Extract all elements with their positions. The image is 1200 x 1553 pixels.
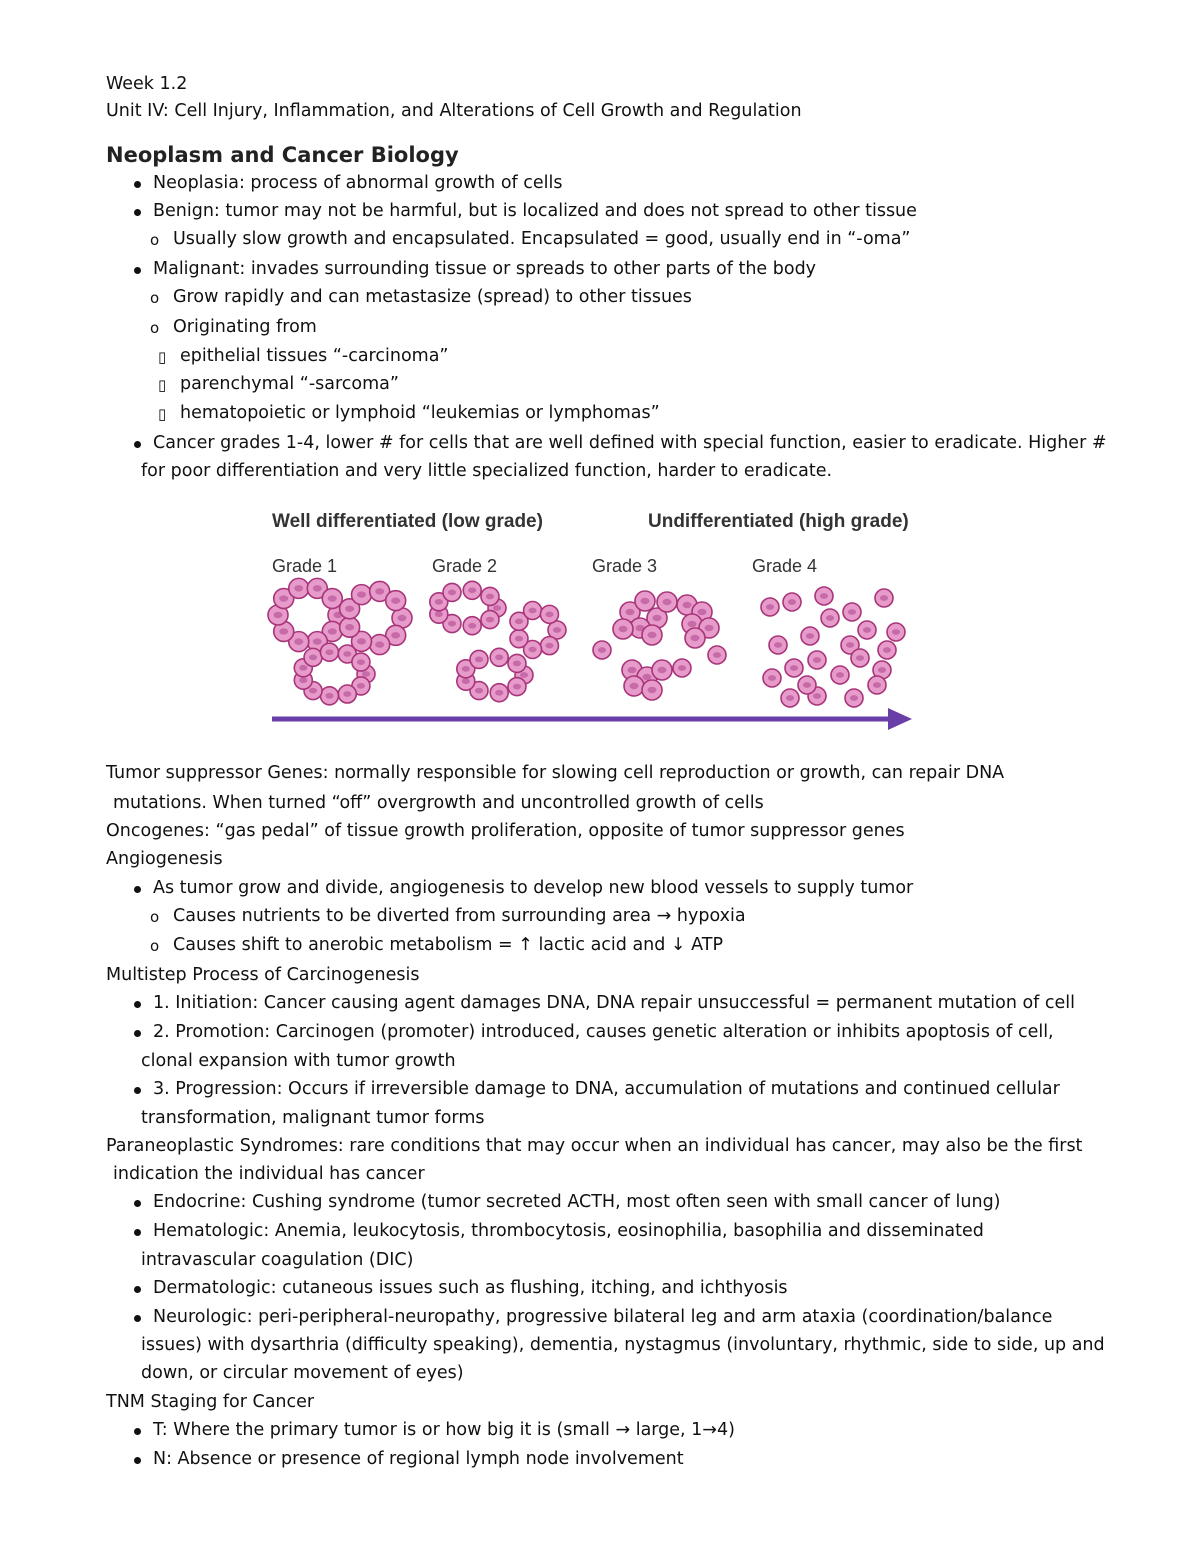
cell-nucleus xyxy=(435,599,443,605)
cell-nucleus xyxy=(836,672,844,678)
cell-nucleus xyxy=(486,617,494,623)
list-item-anaerobic: Causes shift to anerobic metabolism = ↑ lactic acid and ↓ ATP xyxy=(173,935,724,955)
cell-nucleus xyxy=(713,652,721,658)
cell-nucleus xyxy=(863,627,871,633)
list-item-malignant-detail: Grow rapidly and can metastasize (spread) to other tissues xyxy=(173,287,692,307)
cell-nucleus xyxy=(279,628,288,634)
cell-nucleus xyxy=(343,691,351,697)
bullet-icon xyxy=(134,1315,141,1322)
cell-nucleus xyxy=(309,688,317,694)
list-item-neurologic-cont: issues) with dysarthria (difficulty speaking), dementia, nystagmus (involuntary, rhythmic, side to side, up and xyxy=(141,1335,1105,1355)
cell-nucleus xyxy=(641,598,650,604)
progression-arrow-head xyxy=(888,708,912,730)
cell-nucleus xyxy=(826,615,834,621)
list-item-initiation: 1. Initiation: Cancer causing agent damages DNA, DNA repair unsuccessful = permanent mutation of cell xyxy=(153,993,1076,1013)
bullet-icon xyxy=(134,181,141,188)
cell-nucleus xyxy=(375,641,384,647)
list-item-grades-cont: for poor differentiation and very little specialized function, harder to eradicate. xyxy=(141,461,833,481)
cell-nucleus xyxy=(357,591,366,597)
list-item-hypoxia: Causes nutrients to be diverted from surrounding area → hypoxia xyxy=(173,906,746,926)
cell-nucleus xyxy=(786,695,794,701)
cell-nucleus xyxy=(806,633,814,639)
unit-title: Unit IV: Cell Injury, Inflammation, and Alterations of Cell Growth and Regulation xyxy=(106,101,802,121)
cell-nucleus xyxy=(328,595,337,601)
list-item-malignant: Malignant: invades surrounding tissue or spreads to other parts of the body xyxy=(153,259,817,279)
list-item-grades: Cancer grades 1-4, lower # for cells that are well defined with special function, easier to eradicate. Higher # xyxy=(153,433,1107,453)
sub-bullet-icon: o xyxy=(150,231,160,249)
cell-nucleus xyxy=(475,688,483,694)
cell-nucleus xyxy=(598,647,606,653)
cell-nucleus xyxy=(495,690,503,696)
list-item-neurologic-cont-2: down, or circular movement of eyes) xyxy=(141,1363,464,1383)
cell-nucleus xyxy=(878,667,886,673)
cell-nucleus xyxy=(643,674,652,680)
list-item-tnm-t: T: Where the primary tumor is or how big it is (small → large, 1→4) xyxy=(153,1420,735,1440)
cell-nucleus xyxy=(553,627,561,633)
cell-nucleus xyxy=(345,606,354,612)
cell-nucleus xyxy=(274,612,283,618)
list-item-angiogenesis: As tumor grow and divide, angiogenesis to develop new blood vessels to supply tumor xyxy=(153,878,914,898)
cell-nucleus xyxy=(774,642,782,648)
cell-nucleus xyxy=(279,595,288,601)
cell-nucleus xyxy=(528,608,536,614)
list-item-tnm-n: N: Absence or presence of regional lymph node involvement xyxy=(153,1449,684,1469)
cell-nucleus xyxy=(495,654,503,660)
bullet-icon xyxy=(134,1286,141,1293)
sub-bullet-icon: o xyxy=(150,937,160,955)
cell-nucleus xyxy=(678,665,686,671)
sub-bullet-icon: o xyxy=(150,908,160,926)
list-item-benign: Benign: tumor may not be harmful, but is localized and does not spread to other tissue xyxy=(153,201,917,221)
cell-nucleus xyxy=(391,597,400,603)
cell-nucleus xyxy=(391,632,400,638)
cell-nucleus xyxy=(448,590,456,596)
cell-nucleus xyxy=(515,618,523,624)
cell-nucleus xyxy=(345,624,354,630)
paraneoplastic-heading: Paraneoplastic Syndromes: rare conditions that may occur when an individual has cancer, may also be the first xyxy=(106,1136,1083,1156)
cell-nucleus xyxy=(813,693,821,699)
cell-nucleus xyxy=(462,678,470,684)
grade-4-label: Grade 4 xyxy=(752,556,818,576)
cell-nucleus xyxy=(653,615,662,621)
cell-nucleus xyxy=(294,638,303,644)
cell-nucleus xyxy=(892,629,900,635)
tumor-suppressor-text: Tumor suppressor Genes: normally responsible for slowing cell reproduction or growth, can repair DNA xyxy=(106,763,1005,783)
cell-nucleus xyxy=(768,675,776,681)
cell-nucleus xyxy=(468,587,476,593)
oncogenes-text: Oncogenes: “gas pedal” of tissue growth proliferation, opposite of tumor suppressor genes xyxy=(106,821,905,841)
cell-nucleus xyxy=(357,659,365,665)
cell-nucleus xyxy=(325,693,333,699)
list-item-progression-cont: transformation, malignant tumor forms xyxy=(141,1108,485,1128)
list-item-origin-parenchymal: parenchymal “-sarcoma” xyxy=(180,374,399,394)
cell-nucleus xyxy=(820,593,828,599)
cell-nucleus xyxy=(683,602,692,608)
cell-nucleus xyxy=(705,625,714,631)
cell-nucleus xyxy=(630,683,639,689)
bullet-icon xyxy=(134,1087,141,1094)
bullet-icon xyxy=(134,1001,141,1008)
cell-nucleus xyxy=(545,611,553,617)
list-item-hematologic-cont: intravascular coagulation (DIC) xyxy=(141,1250,414,1270)
cell-nucleus xyxy=(513,684,521,690)
cell-nucleus xyxy=(299,677,307,683)
cell-nucleus xyxy=(848,609,856,615)
paraneoplastic-heading-cont: indication the individual has cancer xyxy=(113,1164,425,1184)
cell-nucleus xyxy=(493,605,501,611)
cell-nucleus xyxy=(313,638,322,644)
cell-nucleus xyxy=(299,665,307,671)
list-item-endocrine: Endocrine: Cushing syndrome (tumor secreted ACTH, most often seen with small cancer of lung) xyxy=(153,1192,1001,1212)
cell-nucleus xyxy=(846,642,854,648)
bullet-icon xyxy=(134,1457,141,1464)
cell-nucleus xyxy=(880,595,888,601)
figure-right-title: Undifferentiated (high grade) xyxy=(648,511,909,532)
cell-nucleus xyxy=(475,657,483,663)
cell-nucleus xyxy=(850,695,858,701)
sub-bullet-icon: o xyxy=(150,289,160,307)
cell-nucleus xyxy=(628,667,637,673)
cell-nucleus xyxy=(626,609,635,615)
grade-3-label: Grade 3 xyxy=(592,556,658,576)
tumor-suppressor-text-cont: mutations. When turned “off” overgrowth and uncontrolled growth of cells xyxy=(113,793,764,813)
cell-nucleus xyxy=(698,609,707,615)
cell-nucleus xyxy=(448,621,456,627)
cell-nucleus xyxy=(462,666,470,672)
square-bullet-icon: ▯ xyxy=(158,348,167,366)
cell-nucleus xyxy=(883,647,891,653)
bullet-icon xyxy=(134,1030,141,1037)
bullet-icon xyxy=(134,441,141,448)
cell-nucleus xyxy=(688,621,697,627)
cell-nucleus xyxy=(343,651,351,657)
list-item-dermatologic: Dermatologic: cutaneous issues such as flushing, itching, and ichthyosis xyxy=(153,1278,788,1298)
cell-nucleus xyxy=(313,585,322,591)
cell-nucleus xyxy=(619,626,628,632)
cell-nucleus xyxy=(648,687,657,693)
list-item-origin-hematopoietic: hematopoietic or lymphoid “leukemias or lymphomas” xyxy=(180,403,660,423)
bullet-icon xyxy=(134,1428,141,1435)
square-bullet-icon: ▯ xyxy=(158,376,167,394)
list-item-hematologic: Hematologic: Anemia, leukocytosis, thrombocytosis, eosinophilia, basophilia and disseminated xyxy=(153,1221,984,1241)
list-item-originating: Originating from xyxy=(173,317,317,337)
angiogenesis-heading: Angiogenesis xyxy=(106,849,223,869)
week-label: Week 1.2 xyxy=(106,74,188,94)
grade-4-cells xyxy=(761,587,905,707)
cell-nucleus xyxy=(325,649,333,655)
cell-nucleus xyxy=(663,599,672,605)
cell-nucleus xyxy=(766,604,774,610)
list-item-benign-detail: Usually slow growth and encapsulated. Encapsulated = good, usually end in “-oma” xyxy=(173,229,911,249)
cell-nucleus xyxy=(357,638,366,644)
carcinogenesis-heading: Multistep Process of Carcinogenesis xyxy=(106,965,420,985)
cell-nucleus xyxy=(375,588,384,594)
cell-nucleus xyxy=(545,643,553,649)
cell-nucleus xyxy=(357,683,365,689)
cell-nucleus xyxy=(788,599,796,605)
grade-2-cells xyxy=(430,581,566,701)
list-item-promotion-cont: clonal expansion with tumor growth xyxy=(141,1051,456,1071)
cell-differentiation-figure xyxy=(262,500,942,740)
cell-nucleus xyxy=(528,647,536,653)
bullet-icon xyxy=(134,209,141,216)
cell-nucleus xyxy=(790,665,798,671)
list-item-origin-epithelial: epithelial tissues “-carcinoma” xyxy=(180,346,449,366)
cell-nucleus xyxy=(294,585,303,591)
cell-nucleus xyxy=(435,611,443,617)
cell-nucleus xyxy=(513,661,521,667)
bullet-icon xyxy=(134,267,141,274)
bullet-icon xyxy=(134,1229,141,1236)
cell-nucleus xyxy=(398,615,407,621)
bullet-icon xyxy=(134,1200,141,1207)
cell-nucleus xyxy=(658,667,667,673)
grade-2-label: Grade 2 xyxy=(432,556,498,576)
grade-1-cells xyxy=(268,578,412,704)
list-item-neurologic: Neurologic: peri-peripheral-neuropathy, progressive bilateral leg and arm ataxia (coordination/balance xyxy=(153,1307,1053,1327)
bullet-icon xyxy=(134,886,141,893)
cell-nucleus xyxy=(873,682,881,688)
list-item-promotion: 2. Promotion: Carcinogen (promoter) introduced, causes genetic alteration or inhibits apoptosis of cell, xyxy=(153,1022,1054,1042)
square-bullet-icon: ▯ xyxy=(158,405,167,423)
cell-nucleus xyxy=(468,623,476,629)
section-title: Neoplasm and Cancer Biology xyxy=(106,143,459,167)
cell-nucleus xyxy=(486,594,494,600)
cell-nucleus xyxy=(520,672,528,678)
cell-nucleus xyxy=(691,635,700,641)
cell-nucleus xyxy=(362,671,370,677)
list-item-progression: 3. Progression: Occurs if irreversible damage to DNA, accumulation of mutations and continued cellular xyxy=(153,1079,1060,1099)
grade-1-label: Grade 1 xyxy=(272,556,338,576)
cell-nucleus xyxy=(813,657,821,663)
sub-bullet-icon: o xyxy=(150,319,160,337)
cell-nucleus xyxy=(328,628,337,634)
cell-nucleus xyxy=(803,682,811,688)
figure-left-title: Well differentiated (low grade) xyxy=(272,511,543,532)
tnm-heading: TNM Staging for Cancer xyxy=(106,1392,315,1412)
cell-nucleus xyxy=(309,654,317,660)
cell-nucleus xyxy=(515,636,523,642)
grade-3-cells xyxy=(593,591,726,700)
cell-nucleus xyxy=(648,632,657,638)
list-item-neoplasia: Neoplasia: process of abnormal growth of cells xyxy=(153,173,563,193)
cell-nucleus xyxy=(856,655,864,661)
